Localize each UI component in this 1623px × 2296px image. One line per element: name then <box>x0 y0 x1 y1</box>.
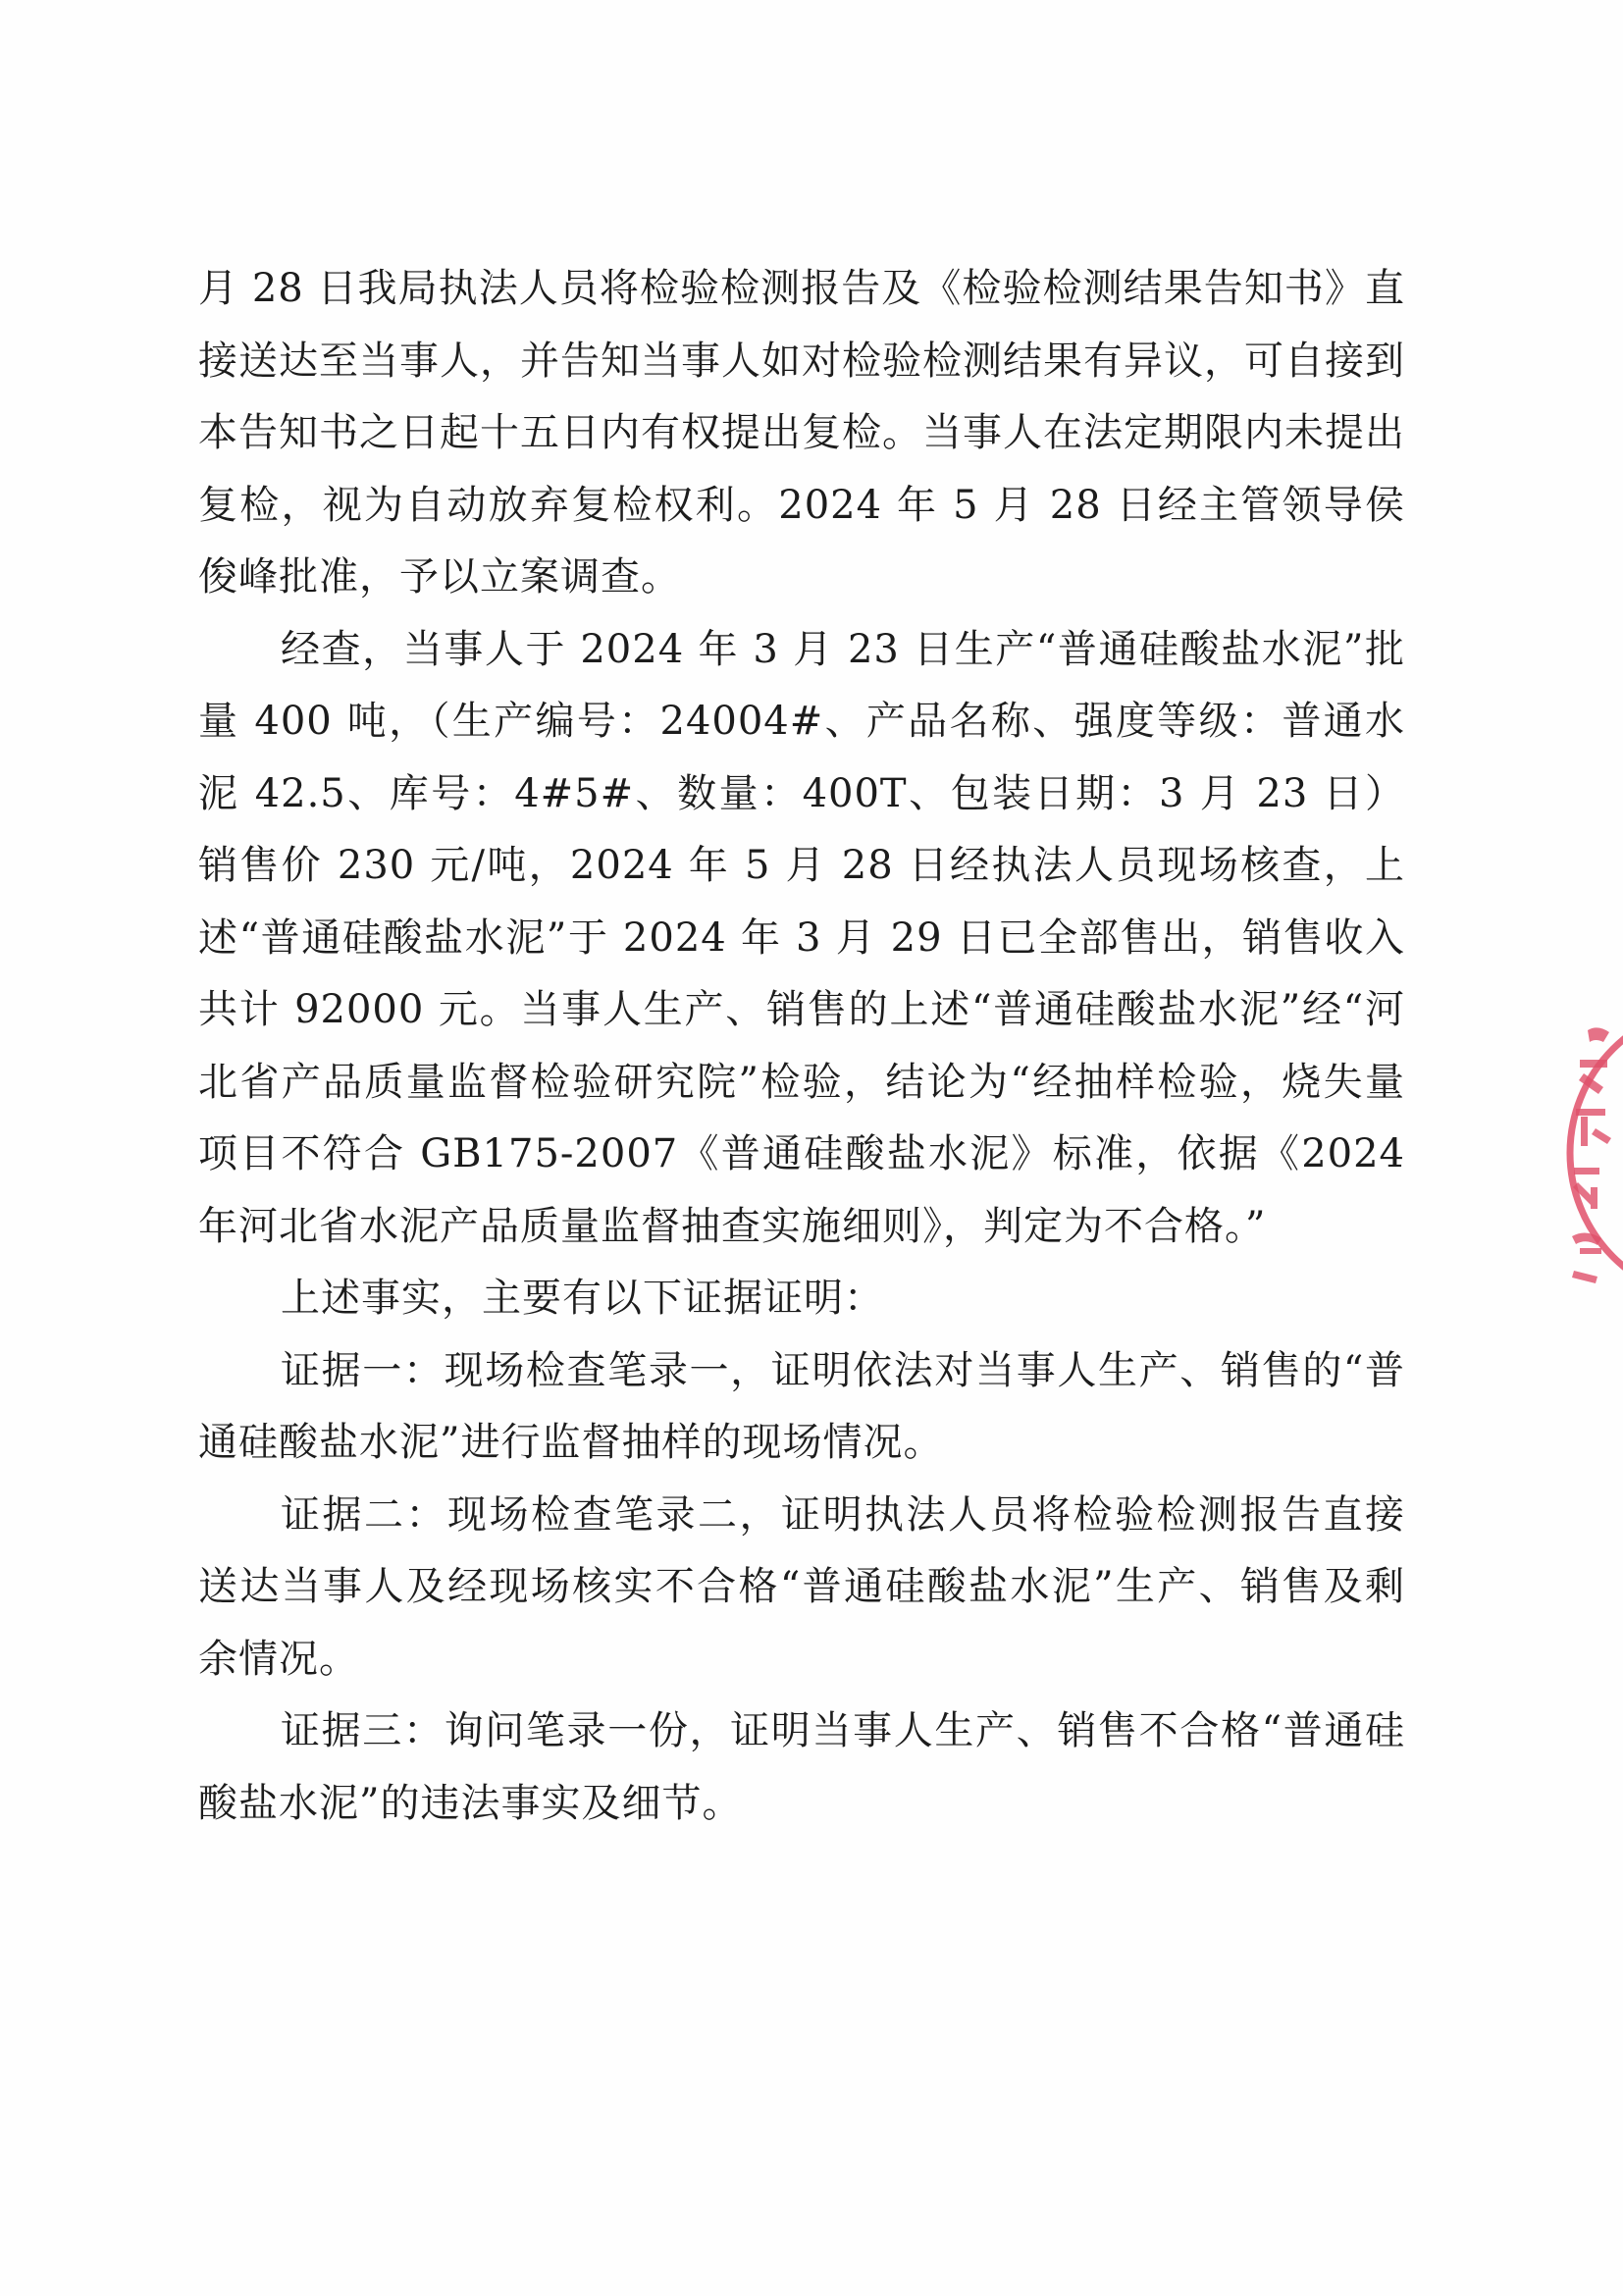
paragraph-investigation-facts: 经查，当事人于 2024 年 3 月 23 日生产“普通硅酸盐水泥”批量 400 吨，（生产编号：24004#、产品名称、强度等级：普通水泥 42.5、库号：4#5#、数量：400T、包装日期：3 月 23 日）销售价 230 元/吨，2024 年 5 月 28 日经执法人员现场核查，上述“普通硅酸盐水泥”于 2024 年 3 月 29 日已全部售出，销售收入共计 92000 元。当事人生产、销售的上述“普通硅酸盐水泥”经“河北省产品质量监督检验研究院”检验，结论为“经抽样检验，烧失量项目不符合 GB175-2007《普通硅酸盐水泥》标准，依据《2024 年河北省水泥产品质量监督抽查实施细则》，判定为不合格。” <box>198 626 1405 1249</box>
paragraph-evidence-intro: 上述事实，主要有以下证据证明： <box>281 1276 884 1321</box>
paragraph-case-filing: 月 28 日我局执法人员将检验检测报告及《检验检测结果告知书》直接送达至当事人，并告知当事人如对检验检测结果有异议，可自接到本告知书之日起十五日内有权提出复检。当事人在法定期限内未提出复检，视为自动放弃复检权利。2024 年 5 月 28 日经主管领导侯俊峰批准，予以立案调查。 <box>198 266 1405 600</box>
paragraph-evidence-one: 证据一：现场检查笔录一，证明依法对当事人生产、销售的“普通硅酸盐水泥”进行监督抽样的现场情况。 <box>198 1347 1405 1465</box>
paragraph-evidence-three: 证据三：询问笔录一份，证明当事人生产、销售不合格“普通硅酸盐水泥”的违法事实及细节。 <box>198 1708 1405 1826</box>
official-seal-partial <box>1511 991 1623 1315</box>
paragraph-evidence-two: 证据二：现场检查笔录二，证明执法人员将检验检测报告直接送达当事人及经现场核实不合格“普通硅酸盐水泥”生产、销售及剩余情况。 <box>198 1491 1405 1682</box>
document-body <box>198 253 1405 1840</box>
